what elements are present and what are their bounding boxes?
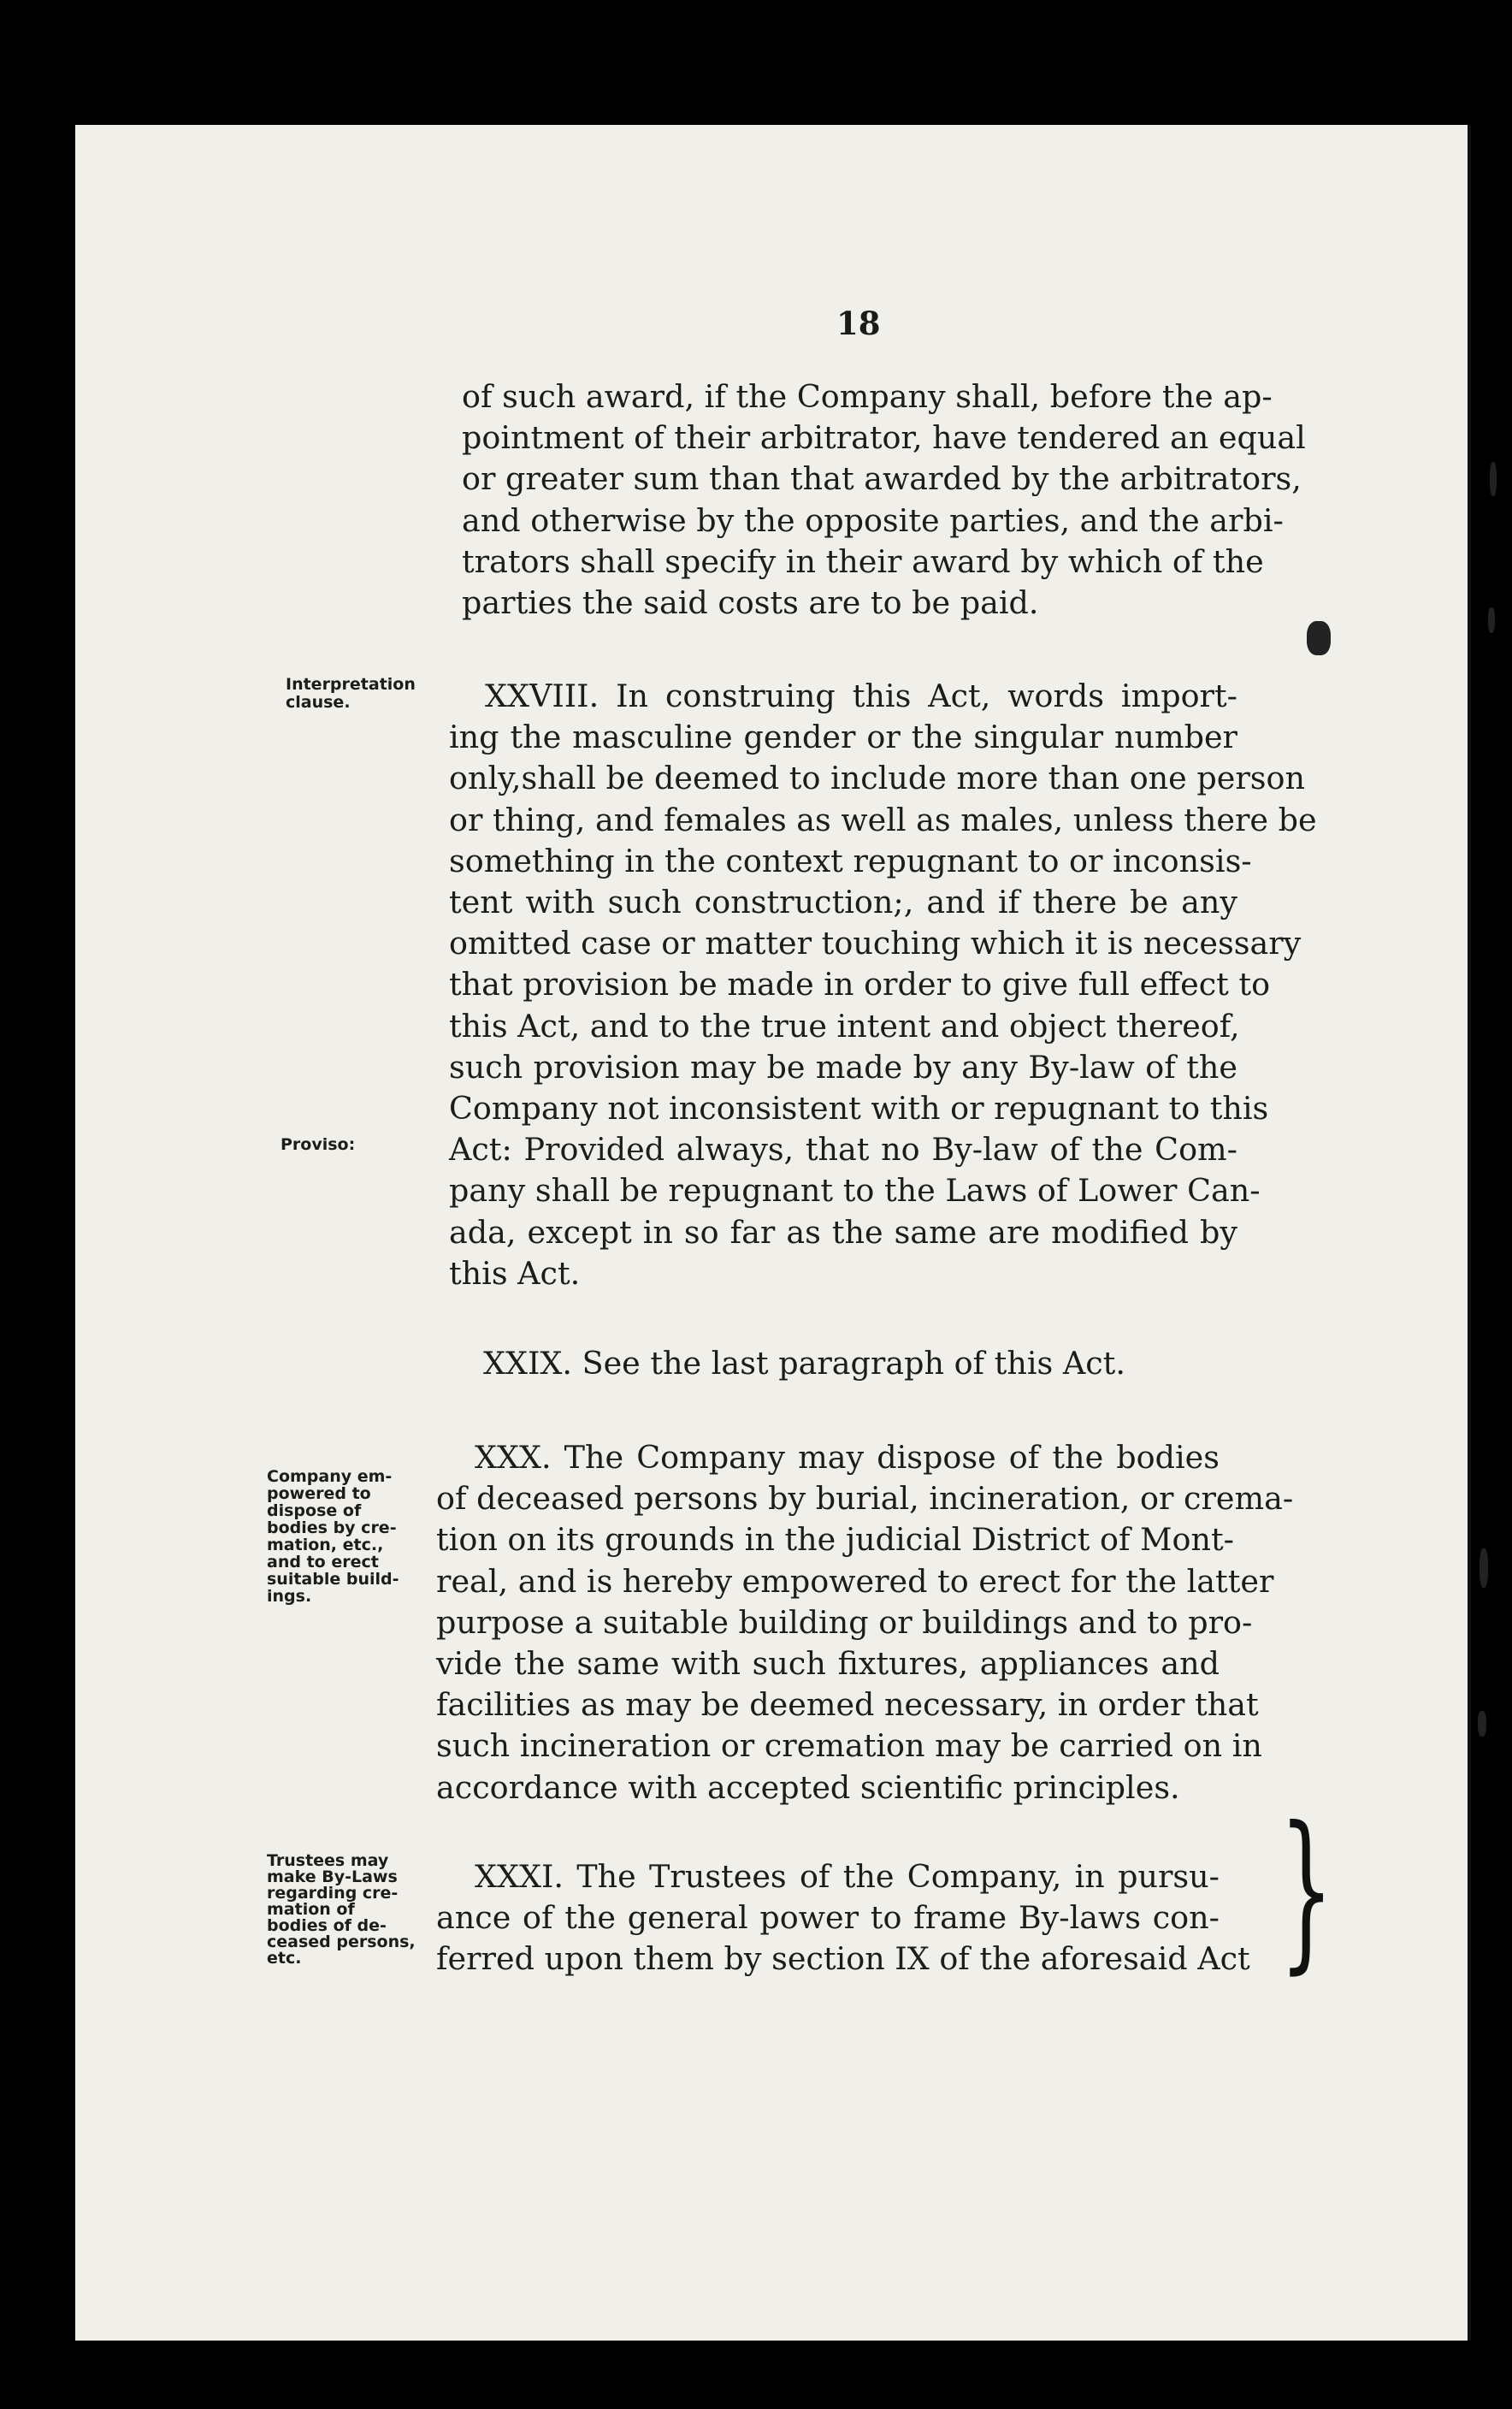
text-line: vide the same with such fixtures, appliances and bbox=[436, 1645, 1220, 1683]
text-line: of deceased persons by burial, incineration, or crema- bbox=[436, 1480, 1294, 1518]
text-line: this Act, and to the true intent and object thereof, bbox=[449, 1007, 1240, 1045]
section-xxx bbox=[436, 1437, 1294, 1808]
text-line: ferred upon them by section IX of the aforesaid Act bbox=[436, 1940, 1250, 1978]
text-line: tent with such construction;, and if there be any bbox=[449, 884, 1237, 921]
text-line: tion on its grounds in the judicial District of Mont- bbox=[436, 1521, 1234, 1559]
ink-blot bbox=[1490, 462, 1497, 496]
text-line: purpose a suitable building or buildings and to pro- bbox=[436, 1603, 1253, 1641]
text-line: real, and is hereby empowered to erect for the latter bbox=[436, 1562, 1274, 1600]
text-line: XXXI. The Trustees of the Company, in pursu- bbox=[475, 1858, 1220, 1895]
text-line: or greater sum than that awarded by the arbitrators, bbox=[462, 460, 1302, 498]
text-line: facilities as may be deemed necessary, in order that bbox=[436, 1686, 1259, 1724]
margin-note-cremation-powers: Company em- powered to dispose of bodies by cre- mation, etc., and to erect suitable build- ings. bbox=[267, 1467, 399, 1606]
text-line: and otherwise by the opposite parties, and the arbi- bbox=[462, 501, 1284, 539]
text-line: ance of the general power to frame By-laws con- bbox=[436, 1899, 1220, 1937]
section-xxix: XXIX. See the last paragraph of this Act. bbox=[483, 1345, 1125, 1382]
bracket-mark: } bbox=[1279, 1790, 1334, 1990]
text-line: of such award, if the Company shall, before the ap- bbox=[462, 378, 1273, 415]
text-line: this Act. bbox=[449, 1254, 581, 1292]
text-line: Company not inconsistent with or repugnant to this bbox=[449, 1090, 1269, 1128]
text-line: XXVIII. In construing this Act, words import- bbox=[485, 678, 1237, 714]
page-edge bbox=[1468, 125, 1471, 2341]
text-line: ada, except in so far as the same are modified by bbox=[449, 1213, 1237, 1251]
ink-blot bbox=[1307, 621, 1331, 655]
ink-blot bbox=[1480, 1548, 1488, 1588]
text-line: XXX. The Company may dispose of the bodies bbox=[475, 1439, 1220, 1476]
text-line: such provision may be made by any By-law of the bbox=[449, 1048, 1237, 1086]
text-line: such incineration or cremation may be carried on in bbox=[436, 1727, 1262, 1765]
ink-blot bbox=[1478, 1711, 1486, 1737]
text-line: that provision be made in order to give full effect to bbox=[449, 966, 1271, 1003]
text-line: ing the masculine gender or the singular number bbox=[449, 719, 1237, 756]
text-line: Act: Provided always, that no By-law of the Com- bbox=[449, 1131, 1237, 1169]
section-xxviii bbox=[449, 676, 1317, 1294]
continuation-paragraph bbox=[462, 376, 1306, 624]
text-line: only,shall be deemed to include more than one person bbox=[449, 760, 1306, 797]
margin-note-interpretation-clause: Interpretation clause. bbox=[286, 675, 416, 712]
ink-blot bbox=[1488, 607, 1495, 633]
text-line: pany shall be repugnant to the Laws of Lower Can- bbox=[449, 1172, 1261, 1210]
text-line: or thing, and females as well as males, unless there be bbox=[449, 801, 1317, 838]
section-xxxi bbox=[436, 1856, 1250, 1980]
margin-note-proviso: Proviso: bbox=[281, 1135, 356, 1154]
text-line: trators shall specify in their award by which of the bbox=[462, 542, 1264, 580]
text-line: omitted case or matter touching which it is necessary bbox=[449, 925, 1302, 962]
page-number: 18 bbox=[836, 305, 881, 342]
text-line: something in the context repugnant to or inconsis- bbox=[449, 842, 1252, 879]
text-line: pointment of their arbitrator, have tendered an equal bbox=[462, 419, 1306, 457]
text-line: accordance with accepted scientific principles. bbox=[436, 1768, 1180, 1806]
text-line: parties the said costs are to be paid. bbox=[462, 584, 1039, 622]
margin-note-trustees-by-laws: Trustees may make By-Laws regarding cre- mation of bodies of de- ceased persons, etc. bbox=[267, 1851, 416, 1968]
